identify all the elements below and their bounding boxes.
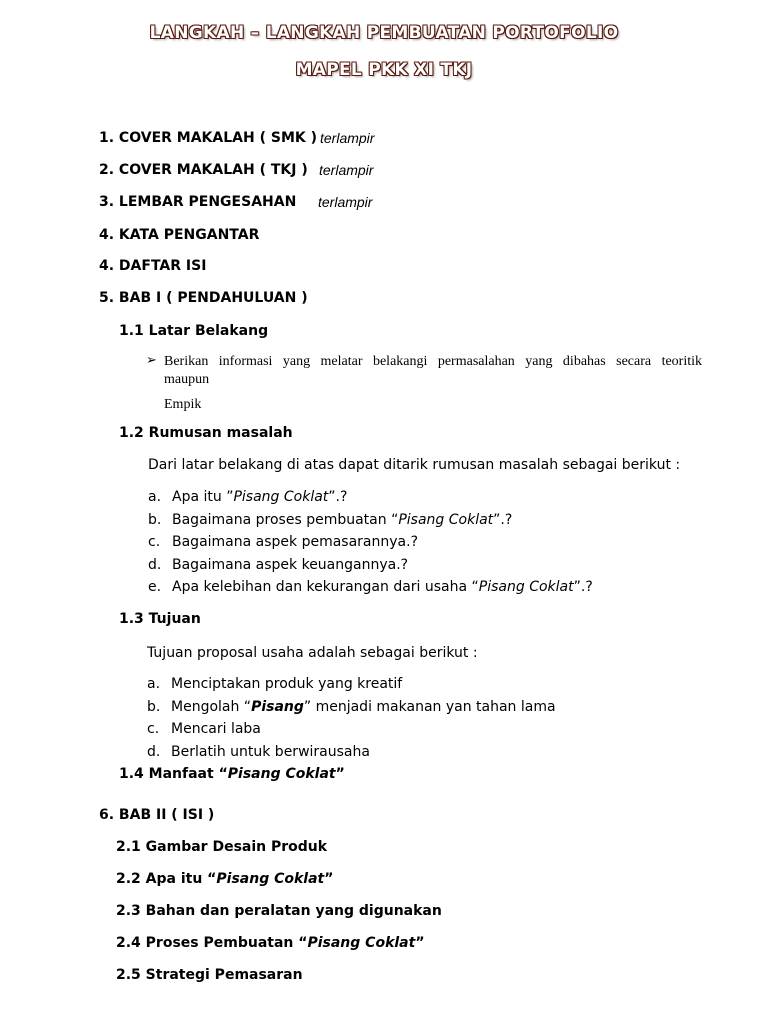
list-item <box>147 696 556 719</box>
list-text: Mengolah “ <box>171 698 252 715</box>
list-text: Bagaimana proses pembuatan “ <box>172 511 399 528</box>
manfaat-pre: 1.4 Manfaat “ <box>119 766 228 782</box>
note-lembar-pengesahan: terlampir <box>318 194 373 210</box>
list-text-emphasis: Pisang Coklat <box>233 489 329 505</box>
list-text: Berlatih untuk berwirausaha <box>171 743 370 760</box>
bab2-subsection <box>116 903 442 919</box>
list-text-emphasis: Pisang <box>251 698 304 715</box>
bab2-subsection-suffix: ” <box>324 871 334 887</box>
list-text: Bagaimana aspek keuangannya.? <box>172 556 409 573</box>
note-cover-tkj: terlampir <box>319 162 374 178</box>
list-text: Mencari laba <box>171 721 261 737</box>
list-marker: a. <box>148 489 162 505</box>
bab2-subsection-emphasis: Pisang Coklat <box>216 871 325 887</box>
note-cover-smk: terlampir <box>320 130 375 146</box>
bab2-subsection-text: 2.4 Proses Pembuatan “ <box>116 935 308 951</box>
list-item <box>148 531 593 554</box>
list-text-suffix: ” menjadi makanan yan tahan lama <box>303 698 556 715</box>
tujuan-list <box>147 673 556 763</box>
section-cover-smk: 1. COVER MAKALAH ( SMK ) <box>99 130 317 146</box>
section-bab-1: 5. BAB I ( PENDAHULUAN ) <box>99 290 308 306</box>
list-marker: d. <box>147 743 161 760</box>
list-item <box>147 673 556 696</box>
section-daftar-isi: 4. DAFTAR ISI <box>99 258 207 274</box>
list-text: Bagaimana aspek pemasarannya.? <box>172 534 419 550</box>
list-marker: b. <box>148 511 162 528</box>
rumusan-intro: Dari latar belakang di atas dapat ditarik rumusan masalah sebagai berikut : <box>148 457 681 473</box>
list-text-emphasis: Pisang Coklat <box>478 579 574 595</box>
list-marker: a. <box>147 676 161 692</box>
bab2-subsection <box>116 935 425 951</box>
bab2-subsection-emphasis: Pisang Coklat <box>307 935 416 951</box>
subsection-manfaat <box>119 766 345 782</box>
list-text: Apa itu ” <box>172 489 234 505</box>
bab2-subsection <box>116 967 303 983</box>
arrow-bullet-icon: ➢ <box>146 353 157 368</box>
list-text-suffix: ”.? <box>493 511 513 528</box>
list-marker: c. <box>148 534 161 550</box>
latar-belakang-bullet-text: Berikan informasi yang melatar belakangi permasalahan yang dibahas secara teoritik <box>164 354 702 369</box>
manfaat-post: ” <box>335 766 345 782</box>
bab2-subsection-text: 2.2 Apa itu “ <box>116 871 217 887</box>
list-text-suffix: ”.? <box>573 579 593 595</box>
bab2-subsection <box>116 839 327 855</box>
latar-belakang-bullet-cont: Empik <box>164 397 202 412</box>
bab2-subsection-text: 2.1 Gambar Desain Produk <box>116 839 328 855</box>
section-cover-tkj: 2. COVER MAKALAH ( TKJ ) <box>99 162 308 178</box>
subsection-tujuan: 1.3 Tujuan <box>119 611 201 627</box>
bab2-subsection-suffix: ” <box>415 935 425 951</box>
manfaat-em: Pisang Coklat <box>227 766 336 782</box>
document-title-line-1: LANGKAH – LANGKAH PEMBUATAN PORTOFOLIO <box>149 23 619 43</box>
list-item <box>147 718 556 741</box>
section-bab-2: 6. BAB II ( ISI ) <box>99 807 215 823</box>
list-marker: c. <box>147 721 160 737</box>
list-item <box>148 554 593 577</box>
list-marker: d. <box>148 556 162 573</box>
list-text-emphasis: Pisang Coklat <box>398 511 494 528</box>
rumusan-list <box>148 486 593 599</box>
list-text: Apa kelebihan dan kekurangan dari usaha “ <box>172 579 479 595</box>
list-text-suffix: ”.? <box>328 489 348 505</box>
list-text: Menciptakan produk yang kreatif <box>171 676 403 692</box>
subsection-rumusan-masalah: 1.2 Rumusan masalah <box>119 425 293 441</box>
list-item <box>148 509 593 532</box>
tujuan-intro: Tujuan proposal usaha adalah sebagai berikut : <box>147 645 478 661</box>
document-title-line-2: MAPEL PKK XI TKJ <box>295 60 473 80</box>
list-item <box>148 576 593 599</box>
list-marker: b. <box>147 698 161 715</box>
section-lembar-pengesahan: 3. LEMBAR PENGESAHAN <box>99 194 297 210</box>
list-marker: e. <box>148 579 162 595</box>
bab2-subsection-text: 2.5 Strategi Pemasaran <box>116 967 303 983</box>
list-item <box>148 486 593 509</box>
bab2-subsection-text: 2.3 Bahan dan peralatan yang digunakan <box>116 903 442 919</box>
subsection-latar-belakang: 1.1 Latar Belakang <box>119 323 269 339</box>
bab2-subsection <box>116 871 333 887</box>
section-kata-pengantar: 4. KATA PENGANTAR <box>99 227 260 243</box>
latar-belakang-bullet-line2: maupun <box>164 372 210 387</box>
list-item <box>147 741 556 764</box>
